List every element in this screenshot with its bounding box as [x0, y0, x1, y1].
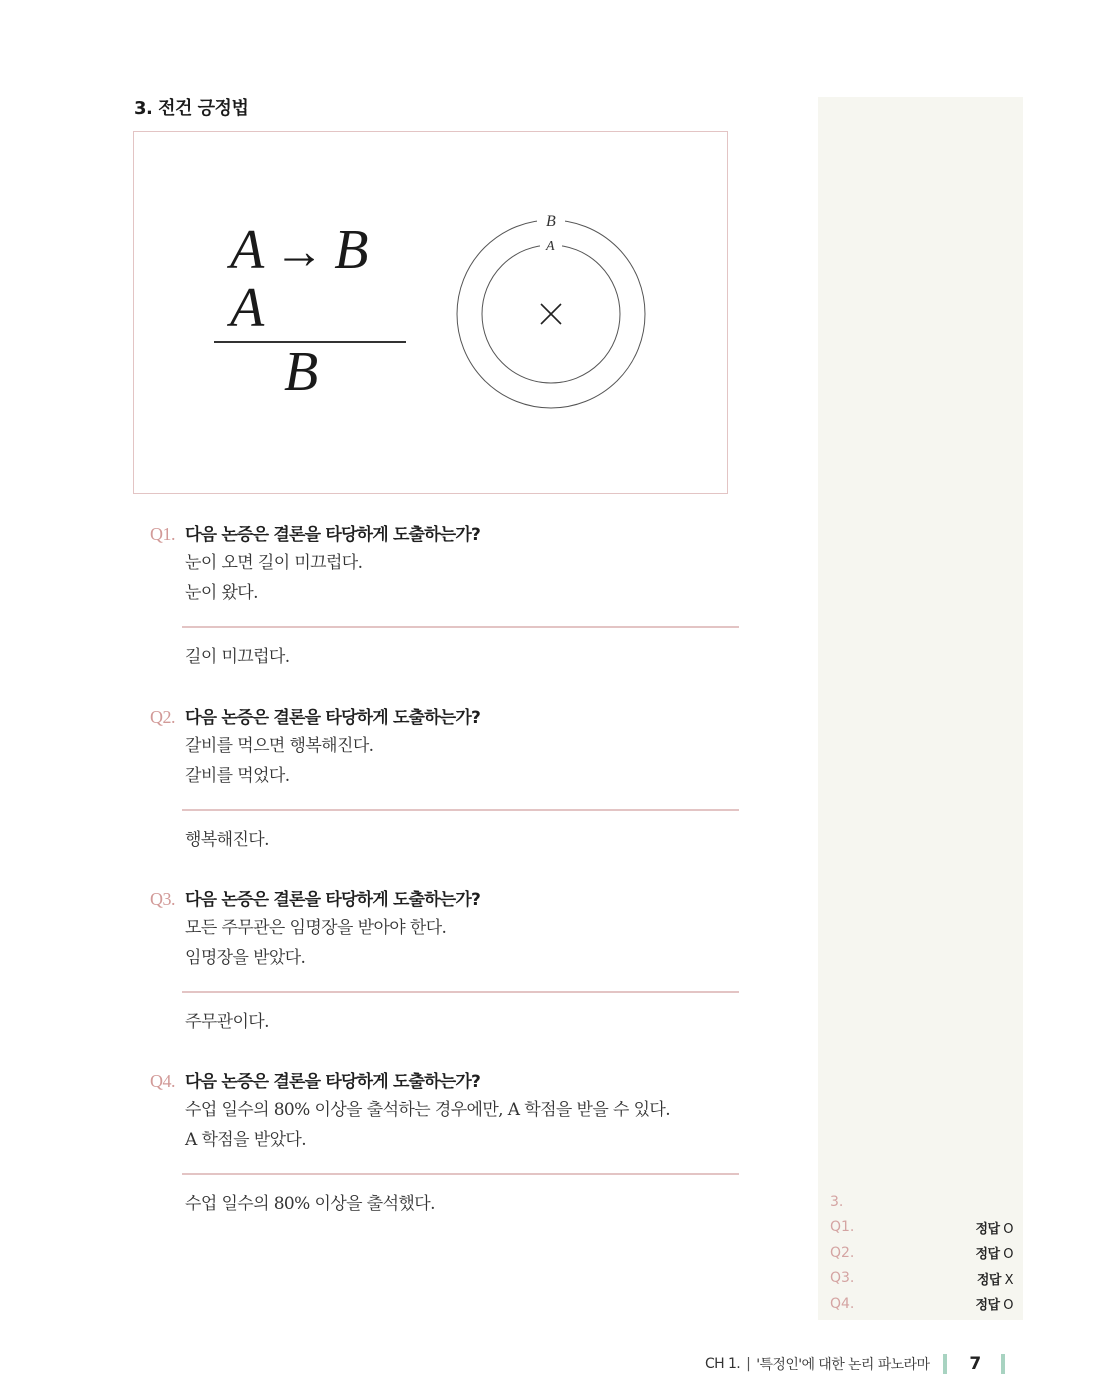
- question-3: [150, 885, 740, 1035]
- answer-row: [830, 1240, 1013, 1266]
- formula-premise-2: A: [230, 277, 265, 339]
- question-number: Q3.: [150, 889, 175, 909]
- formula-premise-1: [230, 220, 368, 281]
- premise: 모든 주무관은 임명장을 받아야 한다.: [185, 918, 447, 938]
- question-prompt: 다음 논증은 결론을 타당하게 도출하는가?: [185, 890, 481, 910]
- answer-value: [976, 1218, 1014, 1237]
- footer-title: '특정인'에 대한 논리 파노라마: [756, 1357, 930, 1373]
- answer-value: [977, 1269, 1013, 1288]
- answer-mark: X: [1004, 1272, 1013, 1288]
- conclusion-divider: [182, 809, 739, 811]
- page-number: 7: [969, 1354, 981, 1374]
- page-footer: [705, 1353, 1005, 1375]
- footer-separator: |: [746, 1356, 751, 1372]
- answer-prefix: 정답: [975, 1298, 1000, 1314]
- premise: 갈비를 먹었다.: [185, 766, 290, 786]
- question-1: [150, 520, 740, 670]
- premise: 눈이 오면 길이 미끄럽다.: [185, 553, 363, 573]
- answer-row: [830, 1215, 1013, 1241]
- answer-panel: [818, 97, 1023, 1320]
- conclusion-divider: [182, 991, 739, 993]
- answer-prefix: 정답: [975, 1221, 1000, 1237]
- question-4: [150, 1067, 740, 1217]
- close-x-icon: [541, 304, 561, 324]
- answer-label: Q4.: [830, 1295, 855, 1312]
- premise: 임명장을 받았다.: [185, 948, 306, 968]
- premise: 눈이 왔다.: [185, 583, 258, 603]
- conclusion: 주무관이다.: [185, 1011, 269, 1032]
- venn-diagram: [454, 210, 654, 410]
- answer-value: [976, 1243, 1014, 1262]
- conclusion-divider: [182, 1173, 739, 1175]
- premise: 갈비를 먹으면 행복해진다.: [185, 736, 374, 756]
- answer-label: Q1.: [830, 1219, 855, 1236]
- conclusion: 길이 미끄럽다.: [185, 646, 290, 667]
- footer-bar-left: [943, 1354, 947, 1374]
- answer-value: [976, 1294, 1014, 1313]
- question-prompt: 다음 논증은 결론을 타당하게 도출하는가?: [185, 708, 481, 728]
- answer-mark: O: [1003, 1221, 1013, 1237]
- conclusion: 행복해진다.: [185, 829, 269, 850]
- conclusion: 수업 일수의 80% 이상을 출석했다.: [185, 1193, 435, 1214]
- answer-mark: O: [1003, 1298, 1013, 1314]
- formula-symbol-a: A: [230, 219, 265, 281]
- footer-chapter: CH 1.: [705, 1356, 741, 1372]
- answer-label: Q3.: [830, 1270, 855, 1287]
- question-2: [150, 703, 740, 853]
- premise: A 학점을 받았다.: [185, 1130, 307, 1150]
- question-number: Q4.: [150, 1071, 175, 1091]
- venn-label-b: B: [546, 213, 556, 230]
- answer-header: [830, 1189, 1013, 1215]
- answer-list: [830, 1189, 1013, 1317]
- formula-conclusion: B: [284, 341, 319, 403]
- answer-prefix: 정답: [976, 1272, 1001, 1288]
- arrow-right-icon: →: [274, 223, 325, 279]
- answer-mark: O: [1003, 1247, 1013, 1263]
- answer-section-label: 3.: [830, 1193, 844, 1210]
- answer-row: [830, 1266, 1013, 1292]
- question-number: Q1.: [150, 524, 175, 544]
- footer-bar-right: [1001, 1354, 1005, 1374]
- answer-row: [830, 1291, 1013, 1317]
- answer-label: Q2.: [830, 1244, 855, 1261]
- diagram-box: [133, 131, 728, 494]
- conclusion-divider: [182, 626, 739, 628]
- question-number: Q2.: [150, 707, 175, 727]
- venn-label-a: A: [546, 239, 555, 254]
- formula-symbol-b: B: [334, 219, 369, 281]
- premise: 수업 일수의 80% 이상을 출석하는 경우에만, A 학점을 받을 수 있다.: [185, 1100, 671, 1120]
- section-title: 3. 전건 긍정법: [134, 98, 249, 119]
- question-prompt: 다음 논증은 결론을 타당하게 도출하는가?: [185, 1072, 481, 1092]
- answer-prefix: 정답: [975, 1247, 1000, 1263]
- question-prompt: 다음 논증은 결론을 타당하게 도출하는가?: [185, 525, 481, 545]
